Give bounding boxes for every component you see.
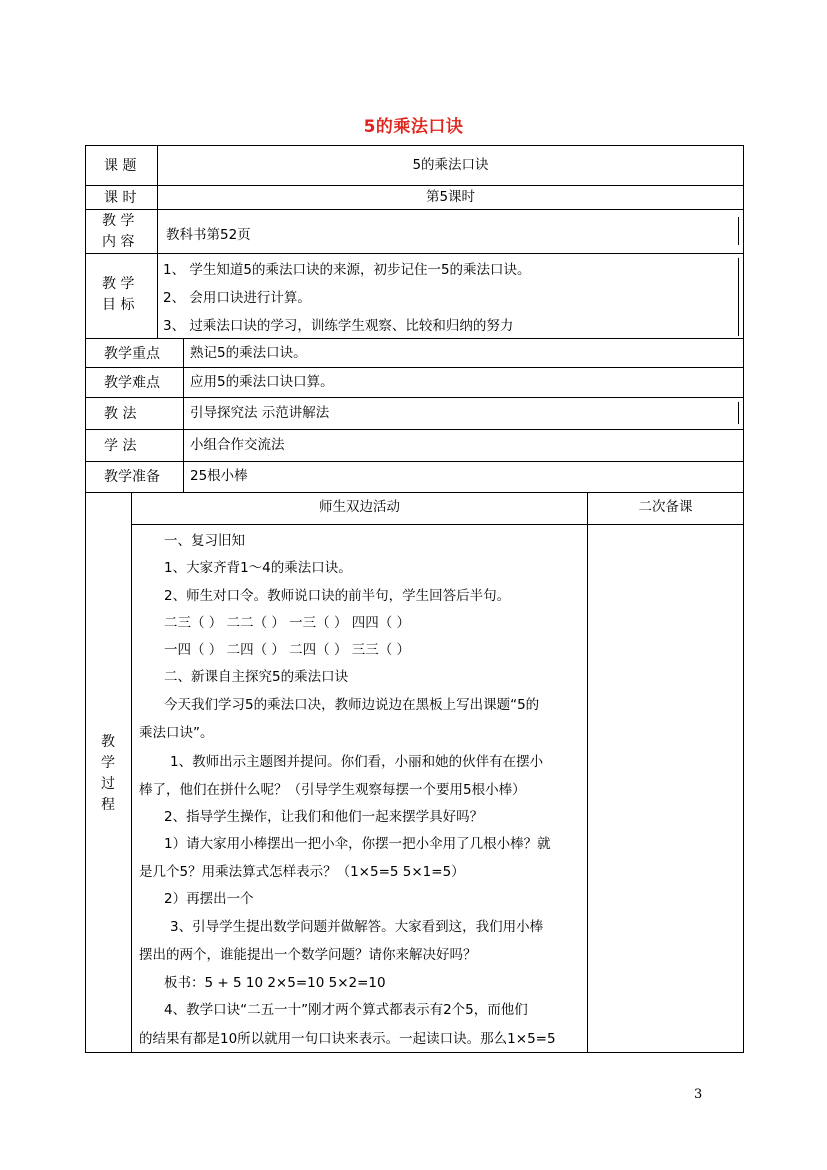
goals-label-1: 教 学 — [102, 276, 135, 292]
table-divider — [183, 338, 184, 492]
stray-mark — [738, 217, 739, 245]
page-number: 3 — [694, 1087, 703, 1102]
process-line: 的结果有都是10所以就用一句口诀来表示。一起读口诀。那么1×5=5 — [139, 1031, 556, 1047]
table-divider — [157, 145, 158, 338]
content-label-2: 内 容 — [102, 234, 135, 250]
process-line: 二三（ ） 二二（ ） 一三（ ） 四四（ ） — [164, 615, 411, 631]
process-line: 板书：5 + 5 10 2×5=10 5×2=10 — [164, 975, 386, 991]
course-title-label: 课 题 — [104, 158, 137, 174]
table-border-bottom — [85, 1052, 744, 1053]
process-label-2: 学 — [101, 755, 115, 771]
key-point-value: 熟记5的乘法口诀。 — [190, 345, 307, 361]
process-line: 一、复习旧知 — [164, 533, 245, 549]
process-line: 二、新课自主探究5的乘法口诀 — [164, 669, 349, 685]
process-line: 1、教师出示主题图并提问。你们看，小丽和她的伙伴有在摆小 — [170, 754, 544, 770]
table-divider — [131, 492, 132, 1053]
content-value: 教科书第52页 — [166, 227, 251, 243]
teaching-method-label: 教 法 — [104, 406, 137, 422]
process-label-3: 过 — [101, 776, 115, 792]
notes-column-header: 二次备课 — [638, 499, 693, 515]
process-line: 乘法口诀”。 — [139, 725, 214, 741]
key-point-label: 教学重点 — [104, 346, 160, 362]
table-rule — [85, 185, 744, 186]
goal-item: 2、 会用口诀进行计算。 — [163, 290, 311, 306]
goal-item: 1、 学生知道5的乘法口诀的来源，初步记住一5的乘法口诀。 — [163, 262, 531, 278]
teaching-method-value: 引导探究法 示范讲解法 — [190, 405, 330, 421]
process-line: 今天我们学习5的乘法口决，教师边说边在黑板上写出课题“5的 — [164, 697, 540, 713]
content-label-1: 教 学 — [102, 213, 135, 229]
table-rule — [131, 524, 744, 525]
period-label: 课 时 — [104, 190, 137, 206]
course-title-value: 5的乘法口诀 — [412, 157, 489, 173]
process-line: 1）请大家用小棒摆出一把小伞，你摆一把小伞用了几根小棒？就 — [164, 836, 551, 852]
stray-mark — [738, 402, 739, 424]
process-line: 一四（ ） 二四（ ） 二四（ ） 三三（ ） — [164, 642, 411, 658]
process-line: 棒了，他们在拼什么呢？（引导学生观察每摆一个要用5根小棒） — [139, 782, 526, 798]
process-line: 摆出的两个，谁能提出一个数学问题？请你来解决好吗？ — [139, 947, 477, 963]
table-divider — [587, 492, 588, 1053]
preparation-label: 教学准备 — [104, 469, 160, 485]
process-line: 3、引导学生提出数学问题并做解答。大家看到这，我们用小棒 — [170, 919, 544, 935]
process-line: 2、师生对口令。教师说口诀的前半句，学生回答后半句。 — [164, 588, 511, 604]
activity-column-header: 师生双边活动 — [319, 499, 400, 515]
stray-mark — [738, 258, 739, 336]
process-label-1: 教 — [101, 734, 115, 750]
period-value: 第5课时 — [425, 189, 476, 205]
difficulty-label: 教学难点 — [104, 375, 160, 391]
preparation-value: 25根小棒 — [190, 468, 248, 484]
table-border-right — [743, 145, 744, 1053]
process-line: 2）再摆出一个 — [164, 891, 254, 907]
table-rule — [85, 209, 744, 210]
learning-method-value: 小组合作交流法 — [190, 437, 285, 453]
goal-item: 3、 过乘法口诀的学习，训练学生观察、比较和归纳的努力 — [163, 318, 514, 334]
table-rule — [85, 253, 744, 254]
process-line: 2、指导学生操作，让我们和他们一起来摆学具好吗？ — [164, 809, 484, 825]
table-rule — [85, 492, 744, 493]
process-line: 1、大家齐背1～4的乘法口诀。 — [164, 560, 352, 576]
process-line: 4、教学口诀“二五一十”刚才两个算式都表示有2个5，而他们 — [164, 1002, 528, 1018]
learning-method-label: 学 法 — [104, 438, 137, 454]
table-border-left — [85, 145, 86, 1053]
difficulty-value: 应用5的乘法口诀口算。 — [190, 374, 334, 390]
table-border-top — [85, 145, 744, 146]
process-label-4: 程 — [101, 797, 115, 813]
document-title: 5的乘法口诀 — [363, 117, 464, 137]
goals-label-2: 目 标 — [102, 297, 135, 313]
process-line: 是几个5？用乘法算式怎样表示？（1×5=5 5×1=5） — [139, 864, 465, 880]
